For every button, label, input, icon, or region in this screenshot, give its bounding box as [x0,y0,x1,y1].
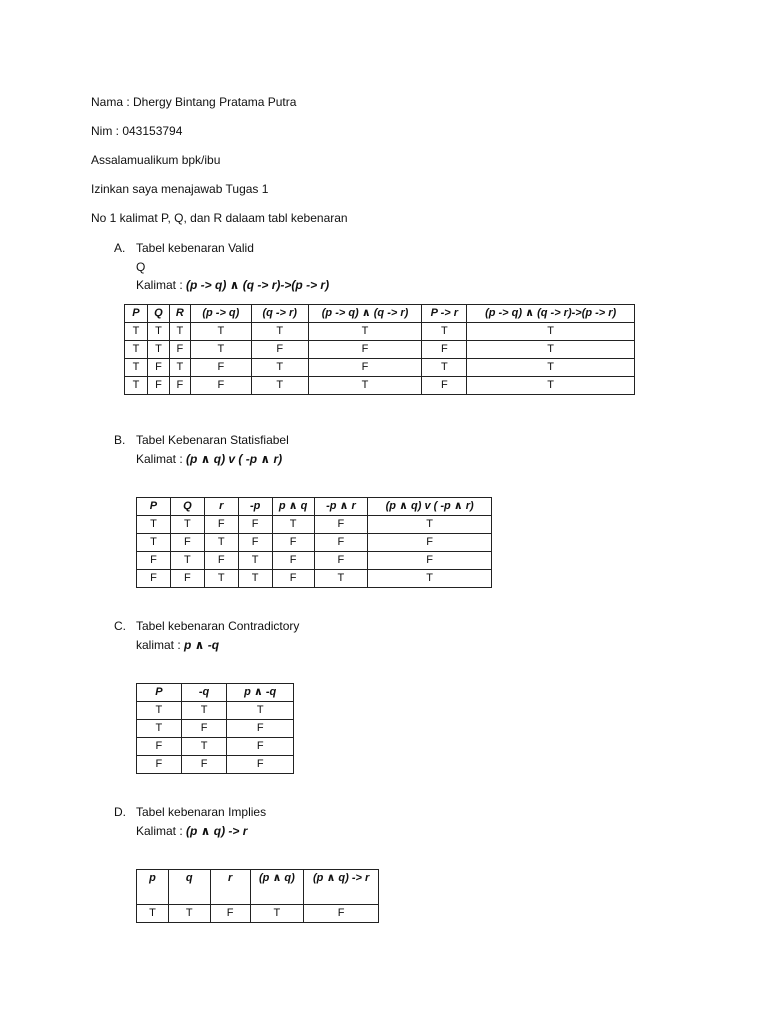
column-header: r [204,498,238,516]
table-cell: F [137,552,171,570]
kalimat-formula: (p -> q) ∧ (q -> r)->(p -> r) [186,278,330,292]
section-a-extra: Q [136,260,146,274]
table-cell: T [125,323,148,341]
kalimat-formula: p ∧ -q [184,638,220,652]
table-cell: T [467,359,635,377]
table-row [137,756,294,774]
column-header: P [137,498,171,516]
table-cell: F [170,534,204,552]
table-row [137,552,492,570]
section-c-kalimat [136,638,219,652]
table-cell: F [210,905,250,923]
column-header: p ∧ q [272,498,314,516]
table-cell: F [169,377,190,395]
section-b-letter: B. [114,433,126,447]
column-header: (p -> q) ∧ (q -> r)->(p -> r) [467,305,635,323]
table-cell: T [467,341,635,359]
table-cell: T [422,359,467,377]
table-cell: F [227,756,294,774]
table-cell: F [137,756,182,774]
table-cell: F [422,377,467,395]
table-cell: F [190,377,251,395]
table-header-row [137,684,294,702]
kalimat-formula: (p ∧ q) -> r [186,824,248,838]
table-cell: T [272,516,314,534]
table-cell: F [272,570,314,588]
table-cell: F [137,738,182,756]
table-cell: T [170,552,204,570]
table-cell: T [137,905,169,923]
table-cell: T [308,323,422,341]
table-cell: F [314,534,368,552]
section-d-title: Tabel kebenaran Implies [136,805,267,819]
section-a-title: Tabel kebenaran Valid [136,241,254,255]
column-header: -p [238,498,272,516]
truth-table-satisfiable [136,497,492,588]
kalimat-label: kalimat : [136,638,185,652]
table-cell: T [170,516,204,534]
table-row [137,702,294,720]
column-header: r [210,870,250,905]
section-c-title: Tabel kebenaran Contradictory [136,619,300,633]
table-cell: F [227,738,294,756]
section-d-kalimat [136,824,247,838]
column-header: P [125,305,148,323]
table-cell: F [272,534,314,552]
column-header: (p ∧ q) -> r [304,870,379,905]
column-header: P [137,684,182,702]
kalimat-formula: (p ∧ q) v ( -p ∧ r) [186,452,283,466]
table-cell: T [204,570,238,588]
student-name: Nama : Dhergy Bintang Pratama Putra [91,95,297,109]
table-cell: F [204,516,238,534]
table-cell: F [238,534,272,552]
table-cell: F [272,552,314,570]
intro-text: Izinkan saya menajawab Tugas 1 [91,182,269,196]
column-header: (q -> r) [251,305,308,323]
table-row [137,534,492,552]
table-cell: T [467,323,635,341]
table-cell: T [125,341,148,359]
table-cell: T [137,516,171,534]
column-header: -q [181,684,227,702]
table-cell: T [169,359,190,377]
section-d-letter: D. [114,805,126,819]
section-c-letter: C. [114,619,126,633]
table-row [125,341,635,359]
column-header: -p ∧ r [314,498,368,516]
table-cell: T [250,905,304,923]
table-cell: F [368,534,492,552]
table-cell: T [308,377,422,395]
table-cell: F [304,905,379,923]
table-cell: T [125,359,148,377]
table-cell: F [227,720,294,738]
table-cell: F [181,756,227,774]
kalimat-label: Kalimat : [136,278,187,292]
table-cell: T [181,702,227,720]
table-header-row [125,305,635,323]
table-cell: T [168,905,210,923]
column-header: q [168,870,210,905]
table-cell: F [204,552,238,570]
table-cell: T [137,534,171,552]
column-header: (p ∧ q) [250,870,304,905]
table-cell: F [251,341,308,359]
table-cell: F [308,359,422,377]
table-cell: T [169,323,190,341]
table-row [125,377,635,395]
table-cell: F [147,377,169,395]
table-cell: T [467,377,635,395]
table-cell: F [147,359,169,377]
table-row [125,359,635,377]
truth-table-valid [124,304,635,395]
table-header-row [137,498,492,516]
table-row [137,905,379,923]
table-cell: F [368,552,492,570]
table-cell: T [227,702,294,720]
question-title: No 1 kalimat P, Q, dan R dalaam tabl kebenaran [91,211,348,225]
truth-table-contradictory [136,683,294,774]
column-header: (p -> q) [190,305,251,323]
table-cell: T [125,377,148,395]
table-row [137,516,492,534]
table-cell: T [422,323,467,341]
table-cell: F [190,359,251,377]
table-cell: F [314,516,368,534]
column-header: (p -> q) ∧ (q -> r) [308,305,422,323]
table-cell: T [190,323,251,341]
section-a-letter: A. [114,241,126,255]
table-cell: T [314,570,368,588]
table-cell: T [137,702,182,720]
column-header: (p ∧ q) v ( -p ∧ r) [368,498,492,516]
table-cell: T [181,738,227,756]
table-cell: F [238,516,272,534]
table-cell: T [190,341,251,359]
table-cell: F [308,341,422,359]
column-header: p [137,870,169,905]
section-b-title: Tabel Kebenaran Statisfiabel [136,433,289,447]
section-a-kalimat [136,278,329,292]
table-cell: T [251,359,308,377]
truth-table-implies [136,869,379,923]
greeting: Assalamualikum bpk/ibu [91,153,221,167]
kalimat-label: Kalimat : [136,824,187,838]
student-nim: Nim : 043153794 [91,124,183,138]
table-cell: T [368,516,492,534]
table-cell: T [147,341,169,359]
table-cell: T [137,720,182,738]
kalimat-label: Kalimat : [136,452,187,466]
column-header: p ∧ -q [227,684,294,702]
table-cell: F [137,570,171,588]
table-cell: F [170,570,204,588]
column-header: R [169,305,190,323]
column-header: Q [147,305,169,323]
table-cell: T [238,570,272,588]
table-cell: T [238,552,272,570]
table-cell: F [181,720,227,738]
table-cell: T [251,377,308,395]
table-header-row [137,870,379,905]
column-header: P -> r [422,305,467,323]
table-cell: T [204,534,238,552]
section-b-kalimat [136,452,282,466]
table-cell: F [169,341,190,359]
table-cell: T [368,570,492,588]
table-row [125,323,635,341]
table-row [137,570,492,588]
table-cell: T [147,323,169,341]
table-row [137,738,294,756]
table-cell: F [314,552,368,570]
table-cell: T [251,323,308,341]
column-header: Q [170,498,204,516]
table-cell: F [422,341,467,359]
table-row [137,720,294,738]
